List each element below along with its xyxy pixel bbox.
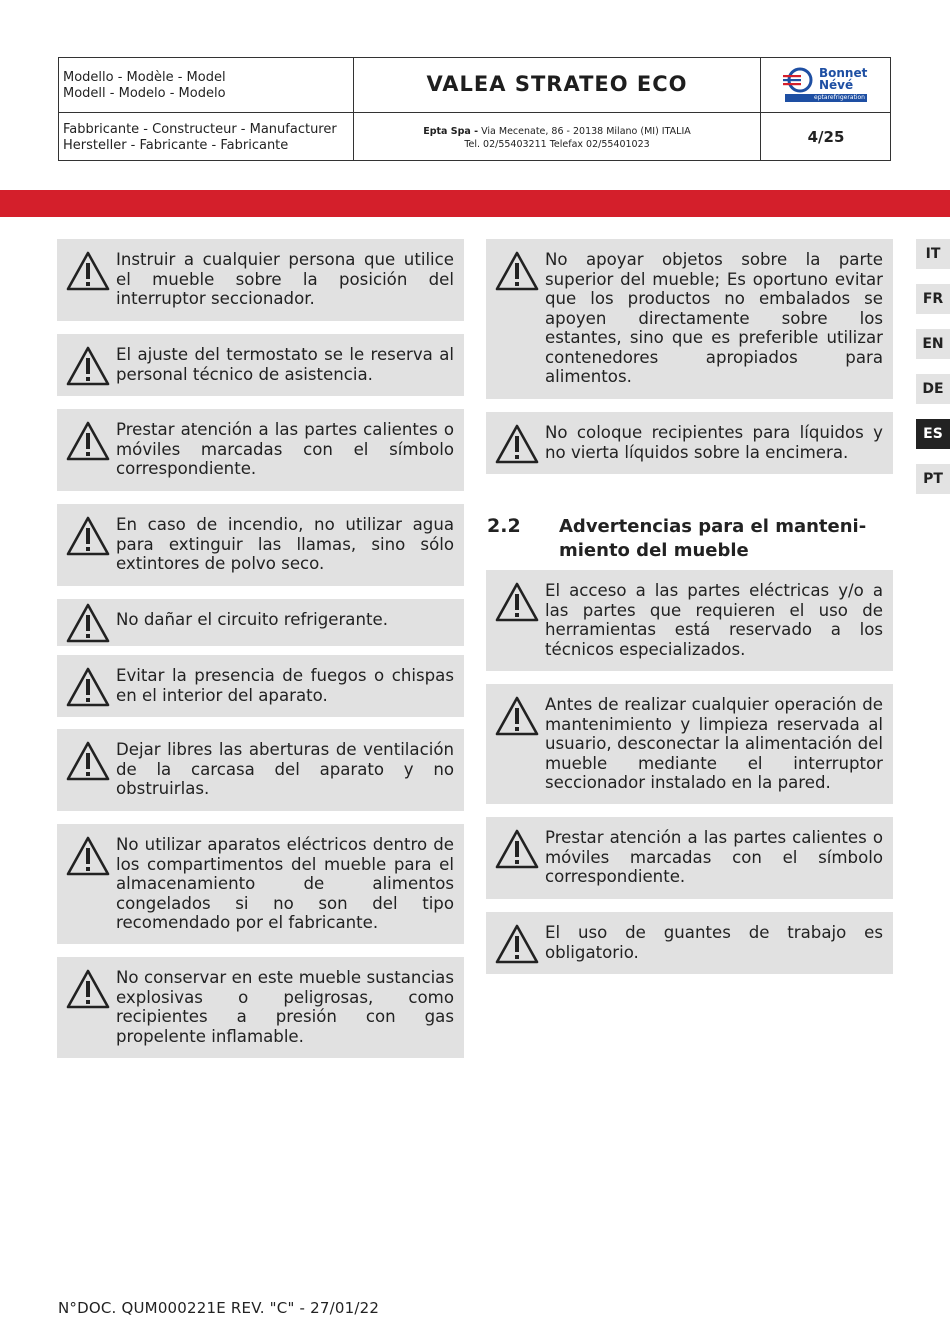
warning-box	[57, 239, 464, 321]
warning-box	[57, 504, 464, 586]
bonnet-neve-logo-icon	[783, 66, 817, 94]
logo-text: Bonnet	[819, 66, 868, 80]
warning-text: Instruir a cualquier persona que utilice el mueble sobre la posición del interruptor seccionador.	[116, 250, 454, 308]
language-tab-es[interactable]: ES	[916, 419, 950, 449]
warning-box	[57, 334, 464, 396]
language-tab-de[interactable]: DE	[916, 374, 950, 404]
section-title	[559, 515, 889, 563]
language-tab-pt[interactable]: PT	[916, 464, 950, 494]
warning-text: Dejar libres las aberturas de ventilación de la carcasa del aparato y no obstruirlas.	[116, 740, 454, 798]
warning-icon	[66, 667, 110, 707]
language-tab-it[interactable]: IT	[916, 239, 950, 269]
section-number: 2.2	[487, 515, 521, 537]
warning-text: No dañar el circuito refrigerante.	[116, 610, 388, 629]
warning-text: El acceso a las partes eléctricas y/o a las partes que requieren el uso de herramientas está reservado a los técnicos especializados.	[545, 581, 883, 659]
section-title-line: miento del mueble	[559, 540, 749, 561]
warning-box	[57, 599, 464, 646]
logo-mark	[783, 66, 873, 106]
warning-text: Evitar la presencia de fuegos o chispas en el interior del aparato.	[116, 666, 454, 705]
company-name: Epta Spa -	[423, 126, 479, 137]
warning-text: El uso de guantes de trabajo es obligatorio.	[545, 923, 883, 962]
model-label	[63, 70, 351, 102]
document-number-footer: N°DOC. QUM000221E REV. "C" - 27/01/22	[58, 1299, 380, 1317]
warning-icon	[66, 836, 110, 876]
warning-box	[486, 684, 893, 804]
warning-text: En caso de incendio, no utilizar agua para extinguir las llamas, sino sólo extintores de polvo seco.	[116, 515, 454, 573]
section-title-line: Advertencias para el manteni-	[559, 516, 867, 537]
warning-icon	[66, 741, 110, 781]
warning-icon	[66, 603, 110, 643]
warning-text: El ajuste del termostato se le reserva al personal técnico de asistencia.	[116, 345, 454, 384]
warning-text: Antes de realizar cualquier operación de mantenimiento y limpieza reservada al usuario, desconectar la alimentación del mueble mediante el interruptor seccionador instalado en la pared.	[545, 695, 883, 792]
warning-box	[486, 412, 893, 474]
warning-icon	[66, 251, 110, 291]
manufacturer-label-line: Hersteller - Fabricante - Fabricante	[63, 138, 289, 153]
language-tab-en[interactable]: EN	[916, 329, 950, 359]
warning-box	[486, 239, 893, 399]
manufacturer-address	[354, 125, 760, 151]
language-tab-fr[interactable]: FR	[916, 284, 950, 314]
company-phone: Tel. 02/55403211 Telefax 02/55401023	[464, 139, 650, 150]
model-label-line: Modello - Modèle - Model	[63, 70, 226, 85]
warning-box	[486, 817, 893, 899]
warning-icon	[495, 829, 539, 869]
warning-box	[57, 729, 464, 811]
warning-icon	[495, 924, 539, 964]
manufacturer-label-line: Fabbricante - Constructeur - Manufacturer	[63, 122, 337, 137]
warning-box	[57, 655, 464, 717]
warning-icon	[495, 251, 539, 291]
warning-text: No conservar en este mueble sustancias explosivas o peligrosas, como recipientes a presión con gas propelente inflamable.	[116, 968, 454, 1046]
warning-box	[486, 570, 893, 671]
warning-box	[57, 957, 464, 1058]
warning-icon	[66, 516, 110, 556]
warning-icon	[66, 421, 110, 461]
warning-icon	[495, 582, 539, 622]
warning-text: No coloque recipientes para líquidos y no vierta líquidos sobre la encimera.	[545, 423, 883, 462]
page-number: 4/25	[807, 128, 845, 146]
warning-text: Prestar atención a las partes calientes o móviles marcadas con el símbolo correspondiente.	[116, 420, 454, 478]
header-divider	[59, 112, 890, 113]
warning-text: No apoyar objetos sobre la parte superior del mueble; Es oportuno evitar que los productos no embalados se apoyen directamente sobre los estantes, sino que es preferible utilizar contenedores apropiados para alimentos.	[545, 250, 883, 386]
logo-text: Névé	[819, 78, 854, 92]
model-name: VALEA STRATEO ECO	[426, 72, 688, 96]
warning-box	[486, 912, 893, 974]
warning-box	[57, 409, 464, 491]
warning-text: No utilizar aparatos eléctricos dentro de los compartimentos del mueble para el almacenamiento de alimentos congelados si no son del tipo recomendado por el fabricante.	[116, 835, 454, 932]
warning-icon	[66, 346, 110, 386]
warning-icon	[495, 696, 539, 736]
warning-box	[57, 824, 464, 944]
logo-subtext: eptarefrigeration	[785, 94, 867, 102]
document-header	[58, 57, 891, 161]
manufacturer-label	[63, 122, 351, 154]
brand-logo	[761, 58, 891, 112]
warning-icon	[495, 424, 539, 464]
model-label-line: Modell - Modelo - Modelo	[63, 86, 226, 101]
warning-icon	[66, 969, 110, 1009]
company-address: Via Mecenate, 86 - 20138 Milano (MI) ITALIA	[478, 126, 691, 137]
warning-text: Prestar atención a las partes calientes o móviles marcadas con el símbolo correspondiente.	[545, 828, 883, 886]
red-band	[0, 190, 950, 217]
